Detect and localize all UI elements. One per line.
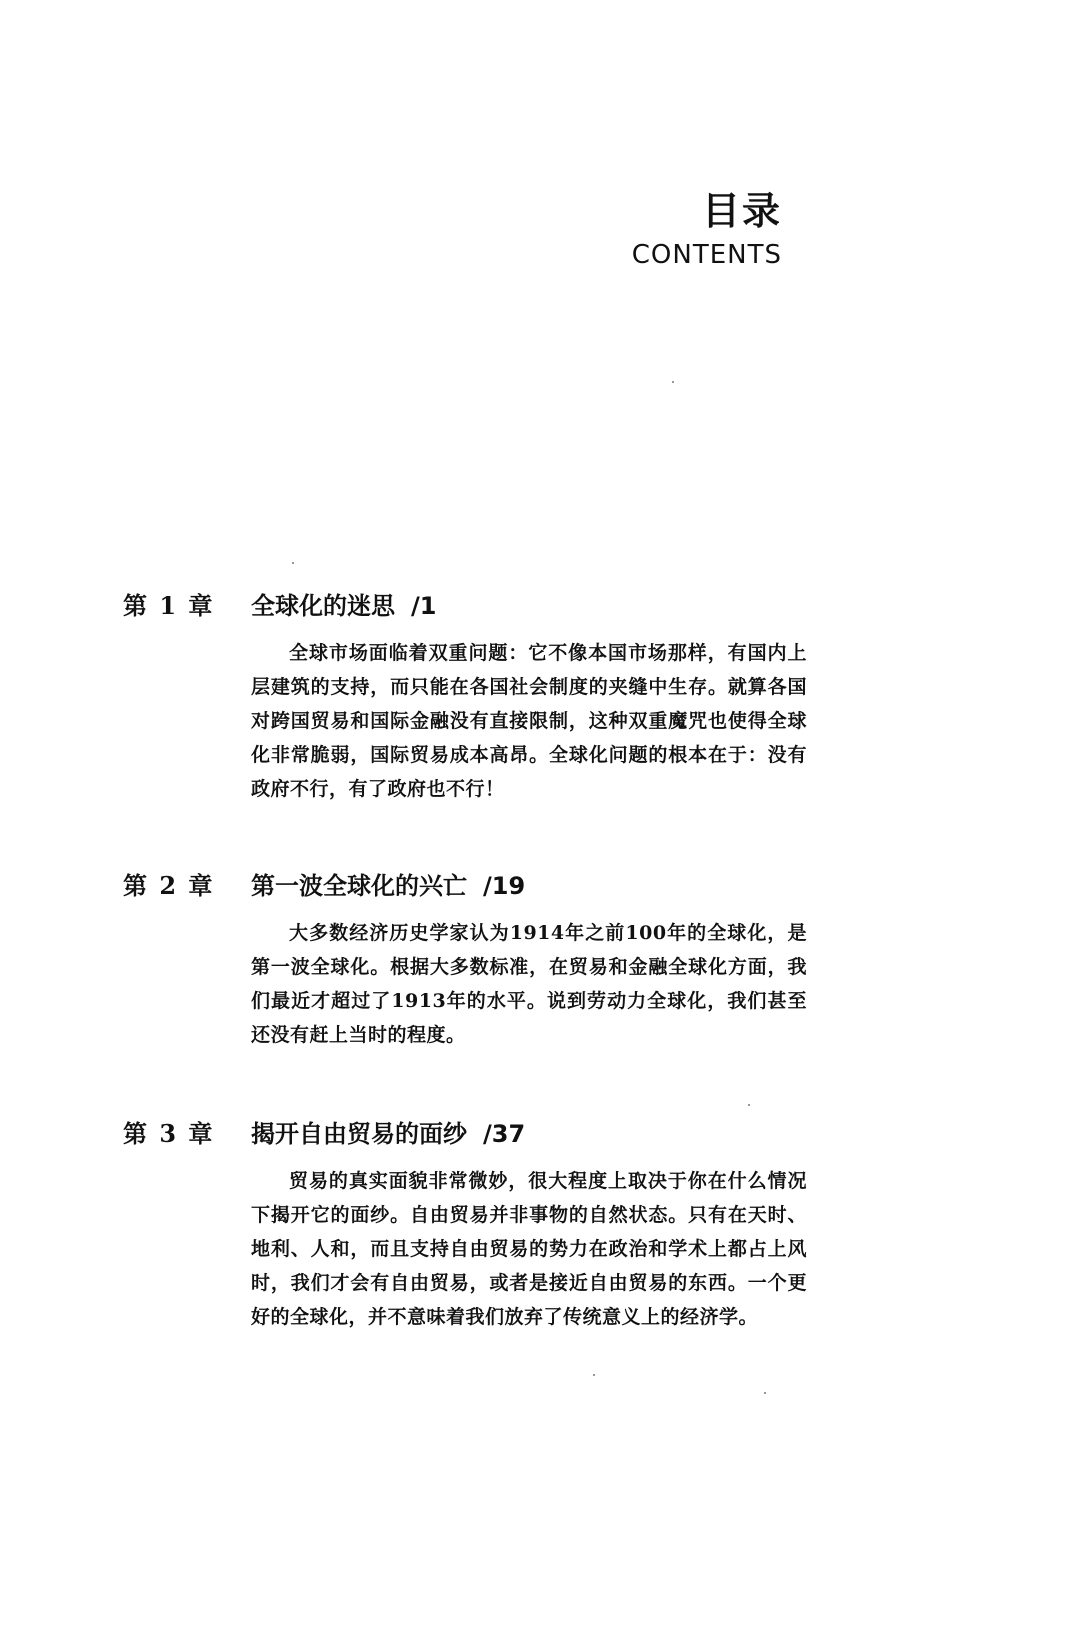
chapter-description: 大多数经济历史学家认为1914年之前100年的全球化，是第一波全球化。根据大多数标准，在贸易和金融全球化方面，我们最近才超过了1913年的水平。说到劳动力全球化，我们甚至还没有赶上当时的程度。 — [251, 922, 807, 1046]
chapter-description: 全球市场面临着双重问题：它不像本国市场那样，有国内上层建筑的支持，而只能在各国社会制度的夹缝中生存。就算各国对跨国贸易和国际金融没有直接限制，这种双重魔咒也使得全球化非常脆弱，国际贸易成本高昂。全球化问题的根本在于：没有政府不行，有了政府也不行！ — [251, 642, 807, 800]
chapter-entry-3[interactable] — [123, 1114, 823, 1334]
page-subtitle: CONTENTS — [631, 240, 782, 270]
page-title: 目录 — [701, 189, 782, 233]
chapter-page-number: /1 — [411, 592, 437, 620]
chapter-page-number: /19 — [483, 872, 526, 900]
scan-speck — [292, 562, 294, 564]
contents-header — [631, 189, 782, 270]
chapter-number: 第 1 章 — [123, 591, 215, 620]
chapter-heading[interactable] — [123, 866, 823, 906]
chapter-title[interactable]: 第一波全球化的兴亡 — [251, 872, 467, 900]
scan-speck — [672, 381, 674, 383]
chapter-entry-2[interactable] — [123, 866, 823, 1052]
chapter-number: 第 3 章 — [123, 1119, 215, 1148]
scan-speck — [748, 1104, 750, 1106]
chapter-title[interactable]: 全球化的迷思 — [251, 592, 395, 620]
chapter-description: 贸易的真实面貌非常微妙，很大程度上取决于你在什么情况下揭开它的面纱。自由贸易并非事物的自然状态。只有在天时、地利、人和，而且支持自由贸易的势力在政治和学术上都占上风时，我们才会有自由贸易，或者是接近自由贸易的东西。一个更好的全球化，并不意味着我们放弃了传统意义上的经济学。 — [251, 1170, 807, 1328]
chapter-number: 第 2 章 — [123, 871, 215, 900]
chapter-entry-1[interactable] — [123, 586, 823, 806]
chapter-title[interactable]: 揭开自由贸易的面纱 — [251, 1120, 467, 1148]
chapter-page-number: /37 — [483, 1120, 526, 1148]
chapter-heading[interactable] — [123, 1114, 823, 1154]
chapter-heading[interactable] — [123, 586, 823, 626]
scan-speck — [593, 1374, 595, 1376]
scan-speck — [764, 1392, 766, 1394]
